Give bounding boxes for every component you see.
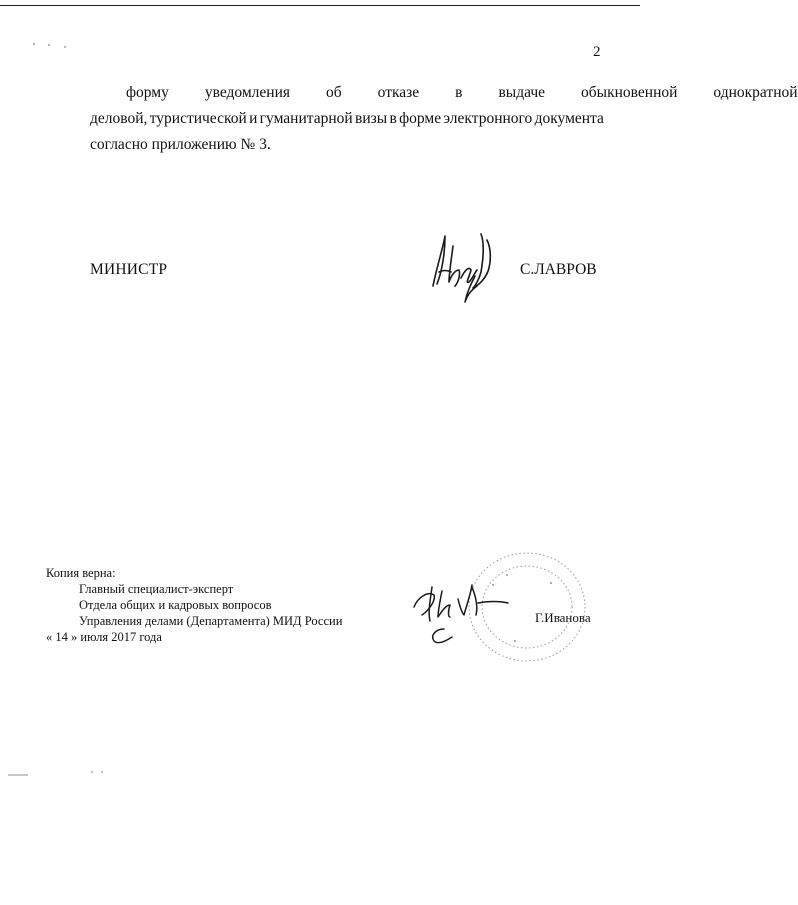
scan-speck xyxy=(64,46,65,47)
word: выдаче xyxy=(498,84,546,101)
justified-line xyxy=(90,106,604,132)
certification-block xyxy=(46,565,342,645)
minister-signature-icon xyxy=(425,226,505,316)
signature-stroke xyxy=(438,591,450,617)
word: в xyxy=(389,110,397,127)
word: в xyxy=(455,84,463,101)
justified-line xyxy=(90,80,798,106)
scan-speck xyxy=(91,771,92,772)
word: обыкновенной xyxy=(581,84,678,101)
minister-name: С.ЛАВРОВ xyxy=(520,261,597,278)
signature-stroke xyxy=(433,236,445,286)
stamp-dot xyxy=(550,582,552,584)
word: об xyxy=(326,84,342,101)
word: документа xyxy=(534,110,604,127)
body-line-1 xyxy=(90,80,798,106)
minister-title: МИНИСТР xyxy=(90,261,168,278)
stamp-dot xyxy=(506,574,508,576)
signature-stroke xyxy=(478,602,508,604)
certifier-name: Г.Иванова xyxy=(535,610,591,625)
certifier-department: Отдела общих и кадровых вопросов xyxy=(79,598,272,612)
copy-verified-label: Копия верна: xyxy=(46,566,116,580)
page-number: 2 xyxy=(593,44,601,60)
scan-speck xyxy=(101,771,102,772)
word: однократной xyxy=(713,84,798,101)
scan-speck xyxy=(33,43,35,45)
signature-stroke xyxy=(458,585,472,615)
word: деловой, xyxy=(90,110,148,127)
signature-stroke xyxy=(473,234,490,288)
word: уведомления xyxy=(204,84,291,101)
word: отказе xyxy=(377,84,420,101)
certification-date: « 14 » июля 2017 года xyxy=(46,630,162,644)
word: и xyxy=(249,110,258,127)
word: гуманитарной xyxy=(259,110,353,127)
scan-speck xyxy=(48,44,50,46)
word: электронного xyxy=(443,110,533,127)
word: форме xyxy=(399,110,442,127)
body-line-3: согласно приложению № 3. xyxy=(90,136,271,153)
word: форму xyxy=(126,84,169,101)
signature-stroke xyxy=(433,629,452,643)
copy-signature-icon xyxy=(408,577,518,652)
word: визы xyxy=(355,110,388,127)
signature-stroke xyxy=(472,587,477,615)
word: туристической xyxy=(149,110,247,127)
body-line-2 xyxy=(90,106,604,132)
certifier-position: Главный специалист-эксперт xyxy=(79,582,234,596)
signature-stroke xyxy=(449,246,460,286)
certifier-administration: Управления делами (Департамента) МИД России xyxy=(79,614,343,628)
body-paragraph xyxy=(90,80,798,158)
